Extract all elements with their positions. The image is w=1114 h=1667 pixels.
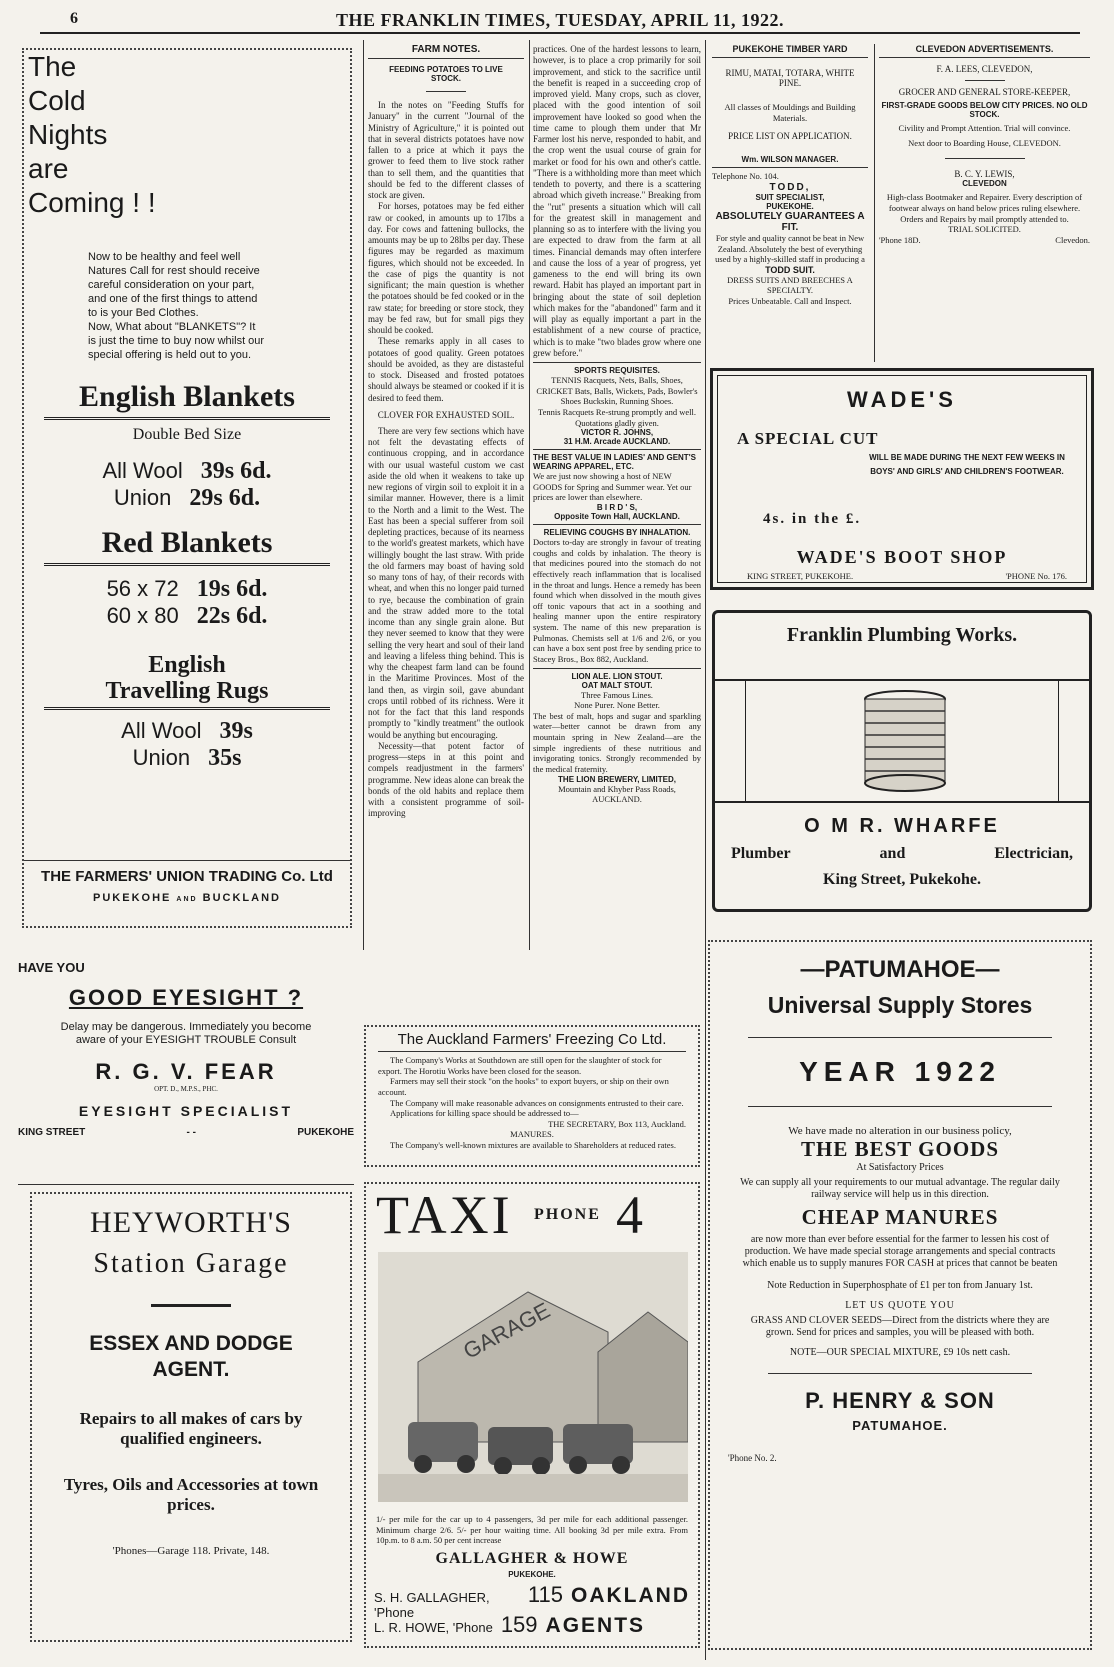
freezing-para: Farmers may sell their stock "on the hooks" to export buyers, or ship on their own account. [378,1076,669,1097]
patumahoe-town: PATUMAHOE. [852,1418,948,1433]
todd-guarantee: ABSOLUTELY GUARANTEES A FIT. [715,210,865,233]
lewis-body: High-class Bootmaker and Repairer. Every description of footwear always on hand below prices ruling elsewhere. Orders and Repairs by mail promptly attended to. [886,192,1083,224]
have-you: HAVE YOU [18,960,85,975]
freezing-para: The Company's Works at Southdown are still open for the slaughter of stock for export. The Horotiu Works have been closed for the season. [378,1055,662,1076]
timber-body: All classes of Mouldings and Building Materials. [724,102,856,123]
taxi-firm: GALLAGHER & HOWE [435,1550,629,1567]
heyworth-agent: ESSEX AND DODGE AGENT. [89,1332,293,1381]
freezing-co-ad [364,1025,700,1167]
taxi-contact: S. H. GALLAGHER, 'Phone [374,1590,490,1620]
patumahoe-para: We can supply all your requirements to our mutual advantage. The regular daily railway service will help us in this direction. [740,1177,1060,1200]
lewis-town: CLEVEDON [962,179,1007,189]
intro-line: Natures Call for rest should receive [88,265,260,277]
lewis-footer [879,235,1090,246]
patumahoe-para: GRASS AND CLOVER SEEDS—Direct from the districts where they are grown. Send for prices and samples, you will be pleased with both. [750,1315,1050,1338]
lewis-place: Clevedon. [1055,234,1090,245]
farm-notes-para: These remarks apply in all cases to potatoes of good quality. Green potatoes should be avoided, as they are distasteful to stock. Diseased and frosted potatoes should always be steamed or cooked if it is desired to feed them. [368,336,524,403]
patumahoe-cheap-manures: CHEAP MANURES [801,1205,999,1229]
lion-title: OAT MALT STOUT. [581,680,653,690]
timber-price-list: PRICE LIST ON APPLICATION. [728,131,852,142]
patumahoe-para: We have made no alteration in our business policy, [788,1125,1012,1137]
farm-notes-para: There are very few sections which have not felt the devastating effects of continuous cropping, and in accordance with our usual wasteful custom we cast aside the old when it weakens to take up new regions of virgin soil to exploit it in a similar manner. However, there is a limit to the North and a limit to the West. The East has been a special sufferer from soil depleting practices, because of its nearness to the world's greatest markets, which have willingly bought the last straw. With pride the old farmers may boast of having sold so many tons of hay, of their records with wheat, and when this no longer paid turned to rye, because the combination of grain and the straw added more to the total income than any single grain alone. But they never seemed to know that they were selling the very heart and soul of their land and leaving a lifeless thing behind. This is why the cheapest farm land can be found in the Maritime Provinces. Most of the land then, as virgin soil, gave abundant crops until robbed of its richness. Were it not for the fact that this land responds promptly to "kindly treatment" the outlook would be anything but encouraging. [368,425,524,740]
patumahoe-best-goods: THE BEST GOODS [800,1137,1000,1161]
todd-dress: DRESS SUITS AND BREECHES A SPECIALTY. [727,274,853,296]
farm-notes-para: Necessity—that potent factor of progress—steps in at this point and compels readjustment in the farmers' programme. New ideas alone can break the bonds of the old habits and replace them with a consistent programme of soil-improving [368,740,524,819]
wharfe-street: King Street, Pukekohe. [823,871,981,888]
wades-footer [747,571,1067,582]
wades-ad [710,368,1094,590]
sports-ad [533,366,701,446]
cold-nights-ad [22,48,352,928]
price-label: Union [132,745,191,770]
patumahoe-firm: P. HENRY & SON [805,1388,995,1413]
patumahoe-at: At Satisfactory Prices [856,1162,944,1173]
fear-name: R. G. V. FEAR [95,1059,277,1084]
price-value: 39s [219,718,253,744]
taxi-word: OAKLAND [571,1584,690,1607]
location: PUKEKOHE [93,892,172,904]
coughs-ad [533,528,701,665]
coughs-body: Doctors to-day are strongly in favour of treating coughs and colds by inhalation. The theory is that medicines poured into the stomach do not effectively reach inflammation that is localised in the throat and lungs. Hence a remedy has been found which when dissolved in the mouth gives off tonic vapours that act in a soothing and healing manner upon the entire respiratory system. The name of this new preparation is Pulmonas. Chemists sell at 1/6 and 2/6, or you can have a box sent post free by sending price to Stacey Bros., Box 882, Auckland. [533,537,701,664]
secretary: THE SECRETARY, [548,1118,617,1129]
newspaper-title: THE FRANKLIN TIMES, TUESDAY, APRIL 11, 1922. [335,10,785,30]
birds-title: THE BEST VALUE IN LADIES' AND GENT'S WEARING APPAREL, ETC. [533,453,696,472]
city: Auckland. [650,1118,686,1129]
company-locations [24,892,350,906]
heyworth-ad [30,1192,352,1642]
price-label: 60 x 80 [106,603,179,628]
location: BUCKLAND [202,892,281,904]
price-row [44,718,330,745]
wades-special-cut: A SPECIAL CUT [737,429,879,448]
heyworth-title: HEYWORTH'S [90,1206,292,1239]
freezing-para: Applications for killing space should be addressed to— [390,1108,579,1119]
good-eyesight-headline: GOOD EYESIGHT ? [68,985,304,1010]
lewis-name: B. C. Y. LEWIS, [954,169,1015,180]
sports-name: VICTOR R. JOHNS, [580,428,654,438]
sports-address: 31 H.M. Arcade AUCKLAND. [563,437,671,447]
heyworth-tyres: Tyres, Oils and Accessories at town prices. [63,1475,319,1514]
role: and [879,845,906,862]
intro-line: to is your Bed Clothes. [88,307,199,319]
wharfe-roles [731,845,1073,863]
howe-row [374,1612,690,1638]
wharfe-name: O M R. WHARFE [804,815,1000,837]
wades-title: WADE'S [847,387,957,412]
price-label: 56 x 72 [106,576,179,601]
column-rule [529,40,530,950]
headline-line: Nights [28,119,108,150]
wades-phone: 'PHONE No. 176. [1005,571,1067,581]
taxi-phone-label: PHONE [534,1206,601,1223]
garage-photo [378,1252,688,1502]
clevedon-column [874,44,1090,362]
cold-nights-headline [28,50,156,220]
timber-title: PUKEKOHE TIMBER YARD [732,44,848,54]
wades-street: KING STREET, PUKEKOHE. [747,571,854,581]
lewis-phone: 'Phone 18D. [879,234,921,245]
role: Electrician, [994,845,1073,862]
timber-woods: RIMU, MATAI, TOTARA, WHITE PINE. [725,68,855,88]
farm-notes-para: For horses, potatoes may be fed either raw or cooked, in amounts up to 17lbs a day. For cows and fattening bullocks, the amounts may be up to 28lbs per day. These figures may be regarded as maximum figures, which should not be exceeded. In the case of pigs the quantity is not significant; the main question is whether the potatoes should be fed cooked or in the raw state; for breeding or store stock, they may be fed raw, but for small pigs they should be cooked. [368,201,524,335]
wades-shop: WADE'S BOOT SHOP [796,547,1008,567]
birds-ad [533,453,701,521]
sports-title: SPORTS REQUISITES. [574,366,660,375]
lion-title: LION ALE. LION STOUT. [571,671,663,681]
wades-body: WILL BE MADE DURING THE NEXT FEW WEEKS IN BOYS' AND GIRLS' AND CHILDREN'S FOOTWEAR. [869,453,1065,476]
town: PUKEKOHE [297,1127,354,1138]
intro-line: Now to be healthy and feel well [88,251,241,263]
street: KING STREET [18,1127,86,1138]
price-label: All Wool [121,718,202,743]
farm-notes-subtitle: FEEDING POTATOES TO LIVE STOCK. [389,65,503,83]
eyesight-ad [18,960,354,1185]
taxi-title: TAXI [376,1185,513,1245]
price-value: 39s 6d. [200,458,272,484]
price-row [44,603,330,630]
lees-civility: Civility and Prompt Attention. Trial will convince. [898,123,1071,133]
freezing-para: The Company's well-known mixtures are available to Shareholders at reduced rates. [390,1140,676,1150]
role: Plumber [731,845,791,862]
price-value: 19s 6d. [196,576,268,602]
rugs-line: English [148,652,226,678]
intro-line: and one of the first things to attend [88,293,258,305]
heyworth-phones: 'Phones—Garage 118. Private, 148. [112,1545,270,1557]
patumahoe-year: YEAR 1922 [799,1056,1001,1087]
lewis-trial: TRIAL SOLICITED. [948,224,1021,235]
farm-notes-para: In the notes on "Feeding Stuffs for January" in the current "Journal of the Ministry of Agriculture," it is pointed out that in several districts potatoes have now fallen to a price at which it pays the grower to feed them to live stock rather than to sell them, and the quantities that should be fed to the different classes of stock are given. [368,100,524,200]
lees-name: F. A. LEES, CLEVEDON, [936,64,1033,74]
todd-suit: TODD SUIT. [765,264,815,275]
price-row [44,576,330,603]
column-three [533,44,701,944]
eyesight-body: Delay may be dangerous. Immediately you become aware of your EYESIGHT TROUBLE Consult [60,1021,312,1046]
todd-town: PUKEKOHE. [766,201,814,211]
freezing-manures: MANURES. [510,1129,554,1140]
birds-body: We are just now showing a host of NEW GOODS for Spring and Summer wear. Yet our prices are lower than elsewhere. [533,471,692,503]
lion-name: THE LION BREWERY, LIMITED, [558,774,676,784]
heyworth-subtitle: Station Garage [93,1248,289,1279]
todd-name: TODD, [769,181,811,193]
garage-sign: GARAGE [459,1297,555,1364]
patumahoe-phone: 'Phone No. 2. [728,1453,777,1463]
patumahoe-ad [708,940,1092,1650]
farm-notes-article [368,44,524,944]
farmers-union-name: THE FARMERS' UNION TRADING Co. Ltd [41,868,333,885]
timber-manager: Wm. WILSON MANAGER. [741,155,839,165]
column-rule [705,40,706,1660]
lees-grocer: GROCER AND GENERAL STORE-KEEPER, [898,87,1071,97]
lion-lines: Three Famous Lines. [581,689,653,700]
sports-body: Tennis Racquets Re-strung promptly and well. Quotations gladly given. [537,406,697,428]
clevedon-title: CLEVEDON ADVERTISEMENTS. [915,44,1054,54]
column-rule [363,40,364,950]
price-label: Union [113,485,172,510]
plumbing-pipe-illustration [863,689,947,793]
price-value: 29s 6d. [189,485,261,511]
intro-line: special offering is held out to you. [88,349,252,361]
freezing-title: The Auckland Farmers' Freezing Co Ltd. [397,1031,667,1048]
timber-todd-column [712,44,868,362]
lion-ad [533,672,701,805]
fear-qualifications: OPT. D., M.P.S., PHC. [154,1085,218,1093]
todd-prices: Prices Unbeatable. Call and Inspect. [728,296,852,306]
farm-notes-continued: practices. One of the hardest lessons to learn, however, is to place a crop primarily for soil improvement, and stick to the sacrifice until the benefit is reaped in a succeeding crop of improved yield. Many crops, such as clover, placed with the good intention of soil improvement have looked so good when the time came to plough them under that Mr Farmer lost his nerve, responded to habit, and the crop went the usual course of grain for market or food for his own and other's cattle. "There is a withholding more than meet which tendeth to poverty, and there is a scattering abroad which giveth increase." Breaking from the "rut" presents a situation which will call for the greatest skill in management and planning so as to interfere with the living you are expected to draw from the farm at all times. Financial demands may often interfere and cause the loss of a year of progress, yet gameness to the end will bring its own reward. Habit has played an important part in bringing about the state of soil depletion which makes for the "abandoned" farm and it will play as equally important a part in the establishment of a new course of practice, which is to make "two blades grow where one grew before." [533,44,701,358]
page-number: 6 [70,10,78,27]
plumbing-ad [712,610,1092,912]
red-blankets-heading: Red Blankets [101,526,273,559]
masthead [40,4,1080,34]
lion-address: Mountain and Khyber Pass Roads, AUCKLAND. [558,783,676,805]
taxi-phone-number: 4 [616,1185,643,1245]
patumahoe-mixture: NOTE—OUR SPECIAL MIXTURE, £9 10s nett cash. [789,1347,1011,1358]
price-row [44,458,330,485]
coughs-title: RELIEVING COUGHS BY INHALATION. [543,528,691,537]
lion-body: The best of malt, hops and sugar and sparkling water—better cannot be drawn from any mountain spring in New Zealand—are the simple ingredients of these nutritious and invigorating tonics. Strongly recommended by the medical fraternity. [533,710,701,774]
taxi-phone: 115 [527,1582,563,1607]
patumahoe-subtitle: Universal Supply Stores [767,992,1033,1018]
birds-name: B I R D ' S, [596,503,638,512]
location-and: AND [176,896,198,903]
headline-line: Cold [28,85,86,116]
intro-line: Now, What about "BLANKETS"? It [88,321,256,333]
freezing-secretary [378,1119,686,1130]
english-blankets-heading: English Blankets [79,380,295,413]
rugs-heading [44,652,330,704]
wades-offer: 4s. in the £. [763,511,862,527]
lion-none: None Purer. None Better. [574,700,660,711]
separator: - - [186,1127,196,1138]
eyesight-specialist: EYESIGHT SPECIALIST [78,1103,294,1119]
patumahoe-quote: LET US QUOTE YOU [845,1300,955,1311]
taxi-contact: L. R. HOWE, 'Phone [374,1620,493,1635]
heyworth-repairs: Repairs to all makes of cars by qualified engineers. [79,1409,303,1448]
headline-line: are [28,153,69,184]
lees-first-grade: FIRST-GRADE GOODS BELOW CITY PRICES. NO OLD STOCK. [881,101,1088,119]
headline-line: The [28,51,77,82]
double-bed-size: Double Bed Size [132,426,242,443]
price-row [44,485,330,512]
intro-line: careful consideration on your part, [88,279,255,291]
box: Box 113, [618,1118,650,1129]
cold-nights-intro [88,250,264,362]
todd-body: For style and quality cannot be beat in New Zealand. Absolutely the best of everything used by a highly-skilled staff in producing a [715,232,865,265]
plumbing-title: Franklin Plumbing Works. [786,624,1018,646]
price-value: 22s 6d. [196,603,268,629]
taxi-phone: 159 [500,1612,538,1637]
freezing-para: The Company will make reasonable advances on consignments entrusted to their care. [390,1097,684,1108]
patumahoe-para: are now more than ever before essential for the farmer to lessen his cost of production. We have made special storage arrangements and special contracts which enable us to supply manures FOR CASH at prices that cannot be beaten [742,1234,1058,1269]
patumahoe-note: Note Reduction in Superphosphate of £1 per ton from January 1st. [767,1280,1033,1291]
taxi-town: PUKEKOHE. [508,1570,556,1579]
intro-line: is just the time to buy now whilst our [88,335,265,347]
birds-address: Opposite Town Hall, AUCKLAND. [554,512,680,521]
price-row [44,745,330,772]
taxi-word: AGENTS [545,1614,646,1637]
patumahoe-title: —PATUMAHOE— [800,956,1000,983]
clover-subheading: CLOVER FOR EXHAUSTED SOIL. [377,409,515,420]
price-value: 35s [208,745,242,771]
todd-phone: Telephone No. 104. [712,171,779,182]
sports-body: TENNIS Racquets, Nets, Balls, Shoes, CRICKET Bats, Balls, Wickets, Pads, Bowler's Shoes Buckskin, Running Shoes. [536,375,698,407]
lees-next-door: Next door to Boarding House, CLEVEDON. [908,137,1061,148]
price-label: All Wool [102,458,183,483]
rugs-line: Travelling Rugs [105,678,269,704]
farm-notes-title: FARM NOTES. [411,44,481,55]
taxi-ad [364,1182,700,1648]
headline-line: Coming ! ! [28,187,156,218]
eyesight-address [18,1127,354,1138]
todd-role: SUIT SPECIALIST, [755,192,825,202]
taxi-rates: 1/- per mile for the car up to 4 passengers, 3d per mile for each additional passenger. Minimum charge 2/6. 5/- per hour waiting time. All booking 3d per mile extra. From 10p.m. to 8 a.m. 50 per cent increase [376,1514,688,1546]
